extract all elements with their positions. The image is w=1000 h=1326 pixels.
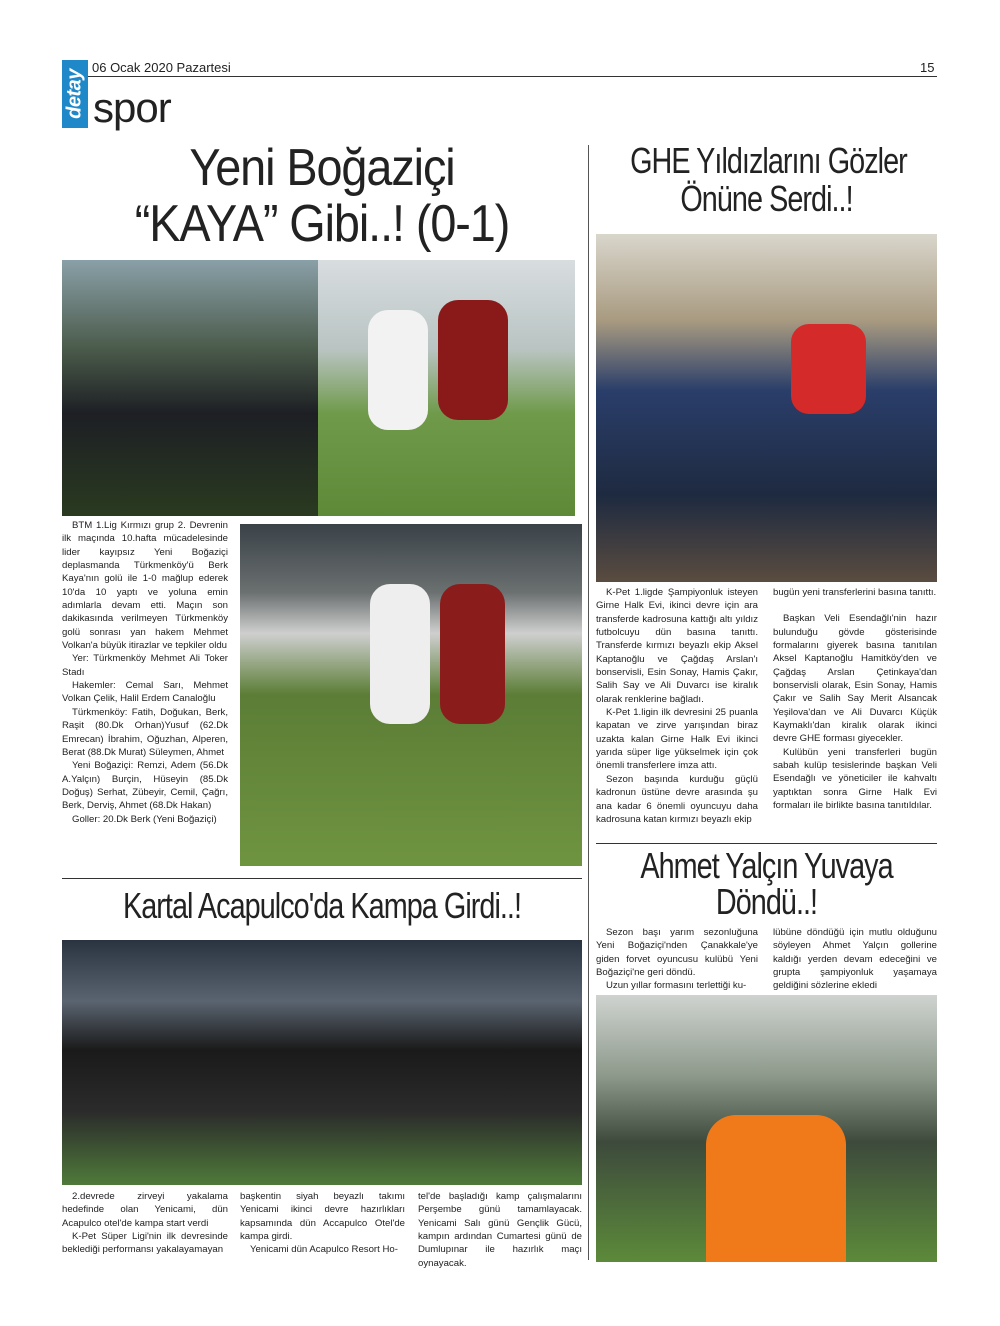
article2-headline xyxy=(630,140,907,219)
paragraph: başkentin siyah beyazlı takımı Yenicami ikinci devre hazırlıkları kapsamında dün Accapulco Otel'de kampa girdi. xyxy=(240,1191,405,1243)
headline-line: “KAYA” Gibi..! (0-1) xyxy=(134,195,510,253)
article1-body xyxy=(62,519,228,826)
paragraph: bugün yeni transferlerini basına tanıttı. xyxy=(773,587,937,598)
article4-col2 xyxy=(773,926,937,993)
paragraph: tel'de başladığı kamp çalışmalarını Perşembe günü tamamlayacak. Yenicami Salı günü Gençlik Gücü, kampın ardından Cumartesi günü de Dumlupınar ile hazırlık maçı oynayacak. xyxy=(418,1191,582,1269)
headline-line: Ahmet Yalçın Yuvaya xyxy=(640,845,893,886)
divider xyxy=(62,878,582,879)
paragraph: 2.devrede zirveyi yakalama hedefinde olan Yenicami, dün Acapulco otel'de kampa start verdi xyxy=(62,1191,228,1229)
paragraph: lübüne döndüğü için mutlu olduğunu söyleyen Ahmet Yalçın gollerine kaldığı yerden devam edeceğini ve grupta şampiyonluk yaşamaya geldiğini sözlerine ekledi xyxy=(773,927,937,992)
article3-col3 xyxy=(418,1190,582,1270)
section-title: spor xyxy=(93,84,171,131)
paragraph: Yer: Türkmenköy Mehmet Ali Toker Stadı xyxy=(62,653,228,678)
article3-col1 xyxy=(62,1190,228,1257)
paragraph: K-Pet 1.ligin ilk devresini 25 puanla kapatan ve zirve yarışından biraz uzakta kalan Girne Halk Evi ikinci yarıda süper lige yükselmek için çok önemli transferlere imza attı. xyxy=(596,707,758,772)
article3-headline: Kartal Acapulco'da Kampa Girdi..! xyxy=(122,885,522,926)
paragraph: Hakemler: Cemal Sarı, Mehmet Volkan Çelik, Halil Erdem Canaloğlu xyxy=(62,680,228,705)
paragraph: Sezon başı yarım sezonluğuna Yeni Boğaziçi'nden Çanakkale'ye giden forvet oyuncusu kulübü Yeni Boğaziçi'ne geri döndü. xyxy=(596,927,758,979)
paragraph: BTM 1.Lig Kırmızı grup 2. Devrenin ilk maçında 10.hafta mücadelesinde lider kayıpsız Yeni Boğaziçi deplasmanda Türkmenköy'ü Berk Kaya'nın golü ile 1-0 mağlup ederek 10'da 10 yaptı ve yoluna emin adımlarla devam etti. Maçın son dakikasında verilmeyen Türkmenköy golü sonrası yan hakem Mehmet Volkan'a büyük itirazlar ve tepkiler oldu xyxy=(62,520,228,652)
divider xyxy=(596,843,937,844)
paragraph: K-Pet 1.ligde Şampiyonluk isteyen Girne Halk Evi, ikinci devre için ara transferde kadrosuna kattığı altı yıldız futbolcuyu dün basına tanıttı. Transferde kırmızı beyazlı ekip Aksel Kaptanoğlu ve Çağdaş Arslan'ı bonservisli, Esin Sonay, Hamis Çakır, Salih Say ve Ali Duvarcı ise kiralık olarak renklerine bağladı. xyxy=(596,587,758,705)
headline-line: Önüne Serdi..! xyxy=(680,178,853,219)
article3-col2 xyxy=(240,1190,405,1257)
headline-line: GHE Yıldızlarını Gözler xyxy=(630,140,907,181)
headline-line: Döndü..! xyxy=(715,881,818,922)
paragraph: Başkan Veli Esendağlı'nin hazır bulunduğu gövde gösterisinde formalarını giyerek basına tanıtılan Aksel Kaptanoğlu Hamitköy'den ve Çağdaş Arslan Çetinkaya'dan bonservisli olarak, Esin Sonay, Hamis Çakır ve Salih Say Merit Alsancak Yeşilova'dan ve Ali Duvarcı Küçük Kaymaklı'dan kiralık olarak ikinci devre GHE forması giyecekler. xyxy=(773,613,937,745)
page-number: 15 xyxy=(920,60,935,75)
celebration-photo xyxy=(62,260,318,516)
headline-line: Yeni Boğaziçi xyxy=(189,139,455,197)
paragraph: Uzun yıllar formasını terlettiği ku- xyxy=(606,980,747,992)
paragraph: K-Pet Süper Ligi'nin ilk devresinde beklediği performansı yakalayamayan xyxy=(62,1231,228,1256)
match-photo-2 xyxy=(240,524,582,866)
match-photo-1 xyxy=(318,260,575,516)
article4-headline xyxy=(630,845,903,922)
paragraph: Yenicami dün Acapulco Resort Ho- xyxy=(250,1244,398,1256)
detay-logo: detay xyxy=(62,60,88,128)
article2-col1 xyxy=(596,586,758,826)
column-divider xyxy=(588,145,589,1260)
paragraph: Yeni Boğaziçi: Remzi, Adem (56.Dk A.Yalçın) Burçin, Hüseyin (85.Dk Doğuş) Serhat, Zübeyir, Cemil, Çağrı, Berk, Derviş, Ahmet (68.Dk Hakan) xyxy=(62,760,228,812)
article2-col2 xyxy=(773,586,937,813)
article1-headline xyxy=(88,140,556,252)
paragraph: Kulübün yeni transferleri bugün sabah kulüp tesislerinde başkan Veli Esendağlı ve yöneticiler ile kahvaltı yaptıktan sonra Girne Halk Evi formaları ile birlikte basına tanıtıldılar. xyxy=(773,746,937,812)
team-camp-photo xyxy=(62,940,582,1185)
paragraph: Goller: 20.Dk Berk (Yeni Boğaziçi) xyxy=(72,813,217,825)
transfers-photo xyxy=(596,234,937,582)
paragraph: Sezon başında kurduğu güçlü kadronun üstüne devre arasında şu ana kadar 6 önemli oyuncuyu daha kadrosuna katan kırmızı beyazlı ekip xyxy=(596,773,758,825)
paragraph: Türkmenköy: Fatih, Doğukan, Berk, Raşit (80.Dk Orhan)Yusuf (62.Dk Emrecan) İbrahim, Oğuzhan, Alperen, Berat (88.Dk Murat) Süleymen, Ahmet xyxy=(62,706,228,758)
header-rule xyxy=(88,76,937,77)
ahmet-yalcin-photo xyxy=(596,995,937,1262)
article4-col1 xyxy=(596,926,758,993)
issue-date: 06 Ocak 2020 Pazartesi xyxy=(92,60,231,75)
